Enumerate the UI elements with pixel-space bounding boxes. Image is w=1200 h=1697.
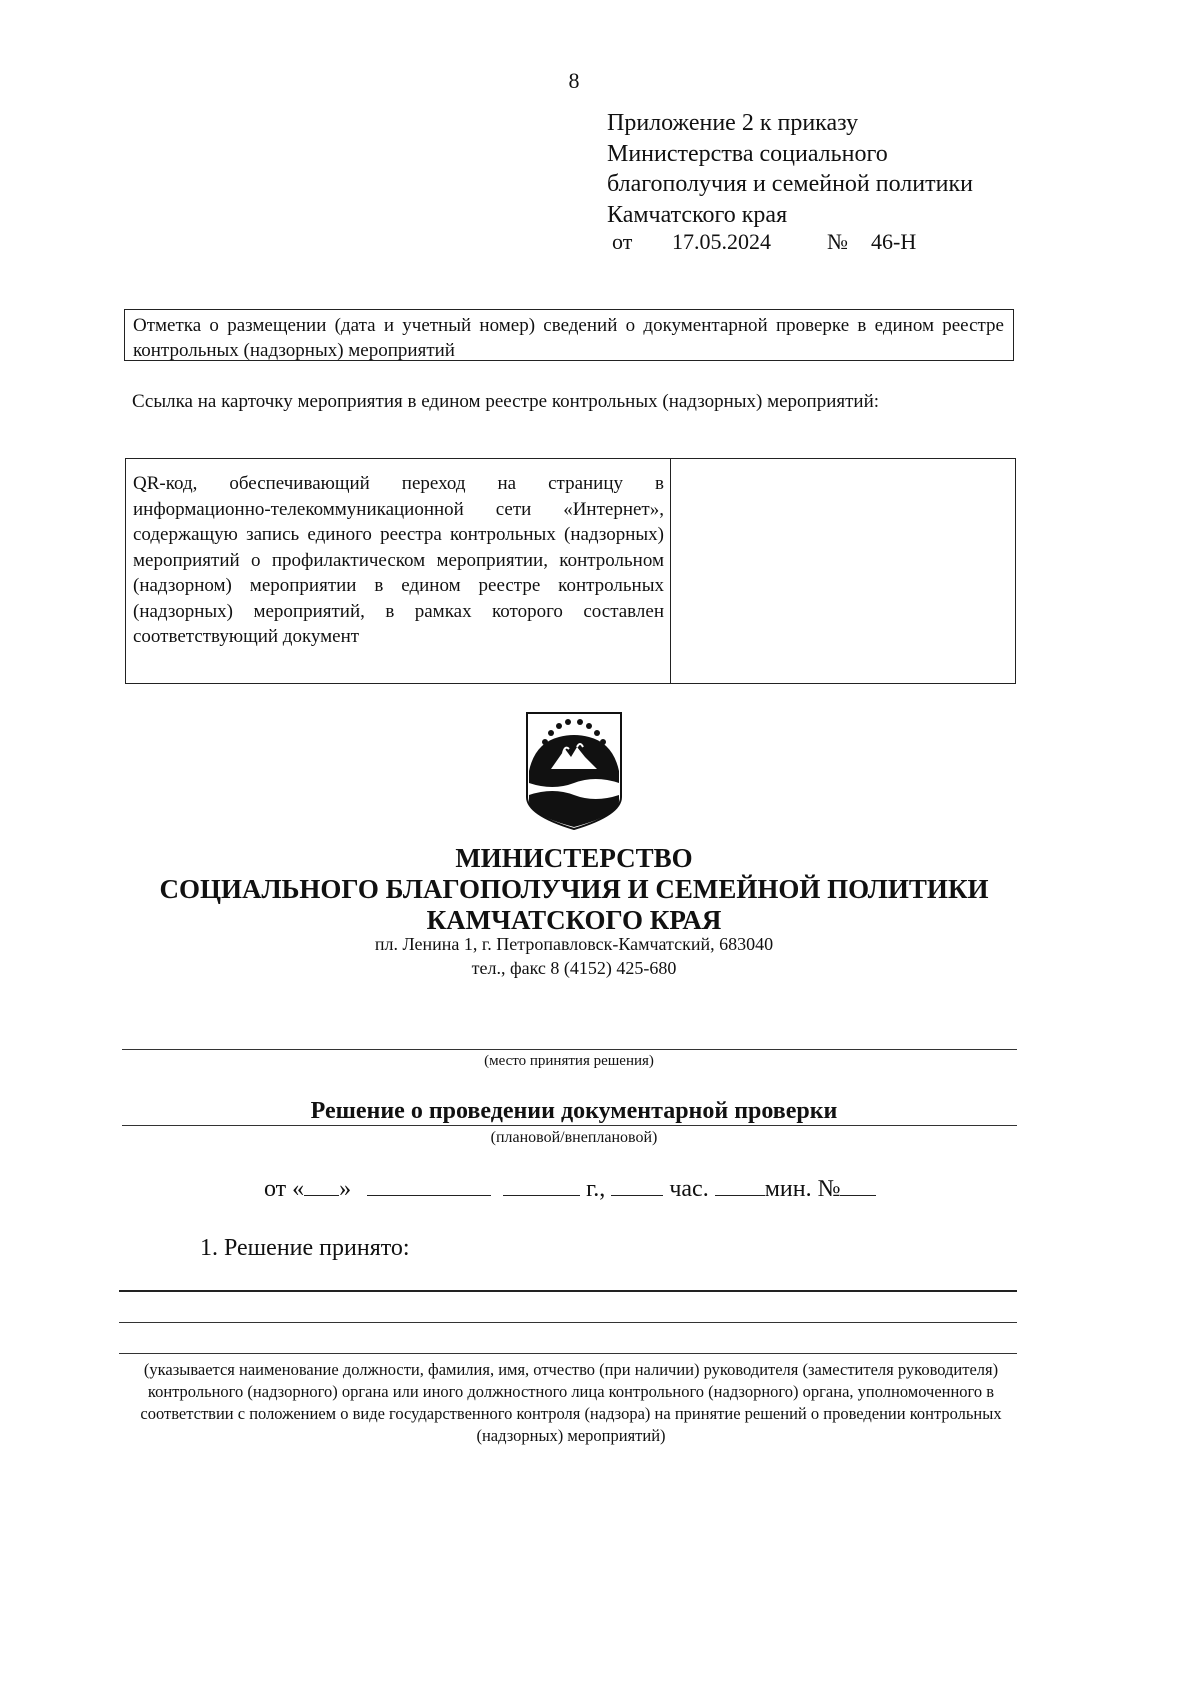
qr-table	[125, 458, 1016, 684]
hours-label: час.	[669, 1176, 709, 1202]
title-rule	[122, 1125, 1017, 1126]
appendix-line: Приложение 2 к приказу	[607, 110, 859, 136]
decision-made-label: 1. Решение принято:	[200, 1235, 410, 1261]
org-name-line3: КАМЧАТСКОГО КРАЯ	[426, 905, 722, 935]
month-blank	[367, 1173, 491, 1196]
minutes-blank	[715, 1173, 765, 1196]
hours-blank	[611, 1173, 663, 1196]
org-address: пл. Ленина 1, г. Петропавловск-Камчатский, 683040	[374, 934, 774, 954]
order-date-line	[612, 229, 916, 255]
kamchatka-coat-of-arms-icon	[525, 711, 623, 831]
appendix-line: благополучия и семейной политики	[607, 171, 973, 197]
registry-link-label: Ссылка на карточку мероприятия в едином реестре контрольных (надзорных) мероприятий:	[132, 391, 880, 412]
year-blank	[503, 1173, 580, 1196]
official-rule-1	[119, 1290, 1017, 1292]
decision-subtitle: (плановой/внеплановой)	[490, 1129, 658, 1146]
place-rule	[122, 1049, 1017, 1050]
from-label: от «	[264, 1176, 305, 1202]
page-number: 8	[568, 68, 580, 93]
decision-title: Решение о проведении документарной проверки	[310, 1098, 838, 1124]
official-rule-3	[119, 1353, 1017, 1354]
org-name-line2: СОЦИАЛЬНОГО БЛАГОПОЛУЧИЯ И СЕМЕЙНОЙ ПОЛИТИКИ	[159, 874, 989, 904]
appendix-line: Камчатского края	[607, 201, 788, 228]
registry-mark-box: Отметка о размещении (дата и учетный номер) сведений о документарной проверке в едином реестре контрольных (надзорных) мероприятий	[124, 309, 1014, 361]
year-label: г.,	[586, 1176, 606, 1202]
org-phone: тел., факс 8 (4152) 425-680	[471, 958, 677, 978]
number-blank	[840, 1173, 876, 1196]
place-caption: (место принятия решения)	[484, 1053, 654, 1069]
appendix-line: Министерства социального	[607, 140, 888, 167]
number-sign: №	[827, 229, 848, 254]
qr-code-cell	[671, 459, 1015, 683]
org-name-line1: МИНИСТЕРСТВО	[455, 843, 693, 873]
decision-date-line	[264, 1173, 876, 1203]
close-quote: »	[339, 1176, 352, 1202]
official-rule-2	[119, 1322, 1017, 1323]
minutes-label: мин. №	[764, 1176, 841, 1202]
qr-description: QR-код, обеспечивающий переход на страницу в информационно-телекоммуникационной сети «Интернет», содержащую запись единого реестра контрольных (надзорных) мероприятий о профилактическом мероприятии, контрольном (надзорном) мероприятии в едином реестре контрольных (надзорных) мероприятий, в рамках которого составлен соответствующий документ	[126, 459, 671, 683]
order-date: 17.05.2024	[672, 229, 771, 254]
order-number: 46-Н	[871, 229, 917, 254]
official-note: (указывается наименование должности, фамилия, имя, отчество (при наличии) руководителя (заместителя руководителя) контрольного (надзорного) органа или иного должностного лица контрольного (надзорного) органа, уполномоченного в соответствии с положением о виде государственного контроля (надзора) на принятие решений о проведении контрольных (надзорных) мероприятий)	[140, 1360, 1002, 1445]
appendix-header	[607, 108, 973, 230]
day-blank	[304, 1173, 339, 1196]
date-prefix: от	[612, 229, 633, 254]
